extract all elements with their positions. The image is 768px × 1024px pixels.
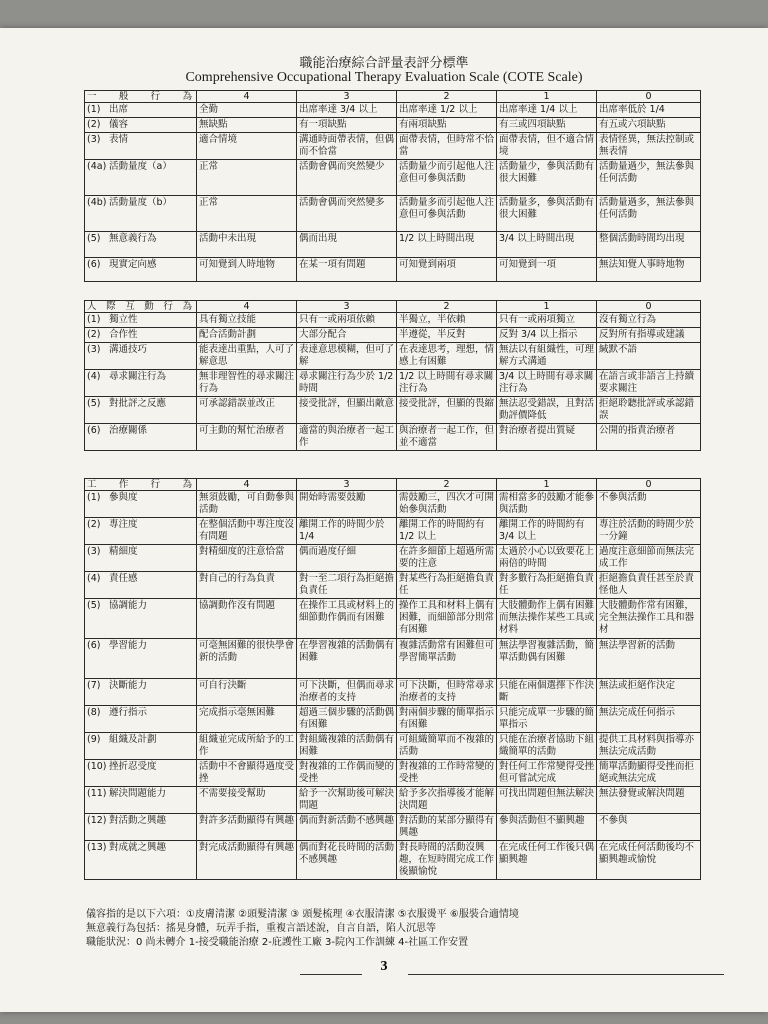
- score-header-0: 0: [597, 301, 701, 313]
- criteria-cell-score-0: 大肢體動作常有困難，完全無法操作工具和器材: [597, 599, 701, 639]
- criteria-cell-score-0: 公開的指責治療者: [597, 424, 701, 451]
- header-row: [85, 301, 701, 313]
- criteria-cell-score-2: 對兩個步驟的簡單指示有困難: [397, 706, 497, 733]
- criteria-cell-score-3: 表達意思模糊，但可了解: [297, 343, 397, 370]
- criteria-cell-score-1: 面帶表情，但不適合情境: [497, 133, 597, 160]
- criteria-cell-score-2: 對長時間的活動沒興趣，在短時間完成工作後顯愉悅: [397, 841, 497, 880]
- criteria-cell-score-2: 需鼓勵三，四次才可開始參與活動: [397, 491, 497, 518]
- criteria-cell-score-0: 整個活動時間均出現: [597, 232, 701, 258]
- criteria-cell-score-2: 操作工具和材料上偶有困難，而細節部分則常有困難: [397, 599, 497, 639]
- table-row: [85, 572, 701, 599]
- criteria-cell-score-3: 活動會偶而突然變少: [297, 160, 397, 196]
- criteria-cell-score-0: 拒絕聆聽批評或承認錯誤: [597, 397, 701, 424]
- criteria-cell-score-0: 表情怪異，無法控制或無表情: [597, 133, 701, 160]
- item-name-cell: [85, 787, 197, 814]
- criteria-cell-score-0: 無法知覺人事時地物: [597, 258, 701, 282]
- item-name-cell: [85, 733, 197, 760]
- criteria-cell-score-0: 無法學習新的活動: [597, 639, 701, 679]
- item-label: 無意義行為: [109, 233, 157, 244]
- item-number: (6): [87, 425, 101, 436]
- criteria-cell-score-2: 在表達思考，理想，情感上有困難: [397, 343, 497, 370]
- table-row: [85, 787, 701, 814]
- criteria-cell-score-3: 開始時需要鼓勵: [297, 491, 397, 518]
- item-label: 對活動之興趣: [109, 815, 167, 826]
- criteria-cell-score-4: 活動中未出現: [197, 232, 297, 258]
- criteria-cell-score-2: 活動量多而引起他人注意但可參與活動: [397, 196, 497, 232]
- criteria-cell-score-0: 不參與活動: [597, 491, 701, 518]
- item-label: 溝通技巧: [109, 344, 148, 355]
- criteria-cell-score-4: 活動中不會顯得過度受挫: [197, 760, 297, 787]
- criteria-cell-score-0: 活動量過多，無法參與任何活動: [597, 196, 701, 232]
- item-name-cell: [85, 343, 197, 370]
- criteria-cell-score-3: 有一項缺點: [297, 118, 397, 133]
- item-number: (3): [87, 134, 101, 145]
- item-name-cell: [85, 258, 197, 282]
- footnote-occupational-status: 職能狀況：0 尚未轉介 1-接受職能治療 2-庇護性工廠 3-院內工作訓練 4-社區工作安置: [86, 937, 469, 948]
- criteria-cell-score-4: 配合活動計劃: [197, 328, 297, 343]
- page-rule-left: [300, 974, 362, 975]
- criteria-cell-score-3: 對一至二項行為拒絕擔負責任: [297, 572, 397, 599]
- score-header-1: 1: [497, 479, 597, 491]
- criteria-cell-score-3: 在操作工具或材料上的細節動作偶而有困難: [297, 599, 397, 639]
- table-row: [85, 160, 701, 196]
- title-chinese: 職能治療綜合評量表評分標準: [299, 56, 469, 71]
- item-number: (2): [87, 119, 101, 130]
- criteria-cell-score-1: 可找出問題但無法解決: [497, 787, 597, 814]
- item-label: 專注度: [109, 519, 138, 530]
- criteria-cell-score-2: 離開工作的時間約有 1/2 以上: [397, 518, 497, 545]
- criteria-cell-score-4: 全勤: [197, 103, 297, 118]
- item-number: (13): [87, 842, 107, 853]
- item-label: 挫折忍受度: [109, 761, 157, 772]
- criteria-cell-score-4: 正常: [197, 196, 297, 232]
- criteria-cell-score-1: 活動量少，參與活動有很大困難: [497, 160, 597, 196]
- category-header: 工作行為: [85, 479, 197, 491]
- criteria-cell-score-1: 對治療者提出質疑: [497, 424, 597, 451]
- item-number: (6): [87, 259, 101, 270]
- item-name-cell: [85, 232, 197, 258]
- criteria-cell-score-2: 半獨立，半依賴: [397, 313, 497, 328]
- criteria-cell-score-4: 完成指示毫無困難: [197, 706, 297, 733]
- criteria-cell-score-2: 對活動的某部分顯得有興趣: [397, 814, 497, 841]
- criteria-cell-score-1: 可知覺到一項: [497, 258, 597, 282]
- criteria-cell-score-2: 有兩項缺點: [397, 118, 497, 133]
- item-number: (2): [87, 329, 101, 340]
- criteria-cell-score-0: 反對所有指導或建議: [597, 328, 701, 343]
- item-number: (1): [87, 104, 101, 115]
- item-number: (10): [87, 761, 107, 772]
- criteria-cell-score-2: 活動量少而引起他人注意但可參與活動: [397, 160, 497, 196]
- criteria-cell-score-3: 離開工作的時間少於 1/4: [297, 518, 397, 545]
- criteria-cell-score-1: 3/4 以上時間出現: [497, 232, 597, 258]
- criteria-cell-score-3: 只有一或兩項依賴: [297, 313, 397, 328]
- table-row: [85, 814, 701, 841]
- criteria-cell-score-4: 可毫無困難的很快學會新的活動: [197, 639, 297, 679]
- criteria-cell-score-3: 偶而出現: [297, 232, 397, 258]
- item-number: (4): [87, 371, 101, 382]
- table-row: [85, 599, 701, 639]
- criteria-cell-score-1: 離開工作的時間約有 3/4 以上: [497, 518, 597, 545]
- table-row: [85, 706, 701, 733]
- criteria-cell-score-2: 半遵從，半反對: [397, 328, 497, 343]
- score-header-2: 2: [397, 301, 497, 313]
- item-label: 儀容: [109, 119, 129, 130]
- interpersonal-behavior-table: [84, 300, 701, 451]
- criteria-cell-score-2: 1/2 以上時間有尋求關注行為: [397, 370, 497, 397]
- item-label: 表情: [109, 134, 129, 145]
- title-english: Comprehensive Occupational Therapy Evaluation Scale (COTE Scale): [185, 70, 583, 85]
- criteria-cell-score-0: 活動量過少，無法參與任何活動: [597, 160, 701, 196]
- criteria-cell-score-2: 在許多細節上超過所需要的注意: [397, 545, 497, 572]
- item-name-cell: [85, 370, 197, 397]
- table-row: [85, 760, 701, 787]
- item-label: 對成就之興趣: [109, 842, 167, 853]
- item-label: 出席: [109, 104, 129, 115]
- item-label: 獨立性: [109, 314, 138, 325]
- item-number: (9): [87, 734, 101, 745]
- item-number: (5): [87, 233, 101, 244]
- table-row: [85, 370, 701, 397]
- criteria-cell-score-1: 只能在治療者協助下組織簡單的活動: [497, 733, 597, 760]
- criteria-cell-score-1: 需相當多的鼓勵才能參與活動: [497, 491, 597, 518]
- score-header-2: 2: [397, 91, 497, 103]
- item-number: (11): [87, 788, 107, 799]
- table-row: [85, 103, 701, 118]
- item-label: 合作性: [109, 329, 138, 340]
- table-row: [85, 491, 701, 518]
- criteria-cell-score-3: 溝通時面帶表情，但偶而不恰當: [297, 133, 397, 160]
- criteria-cell-score-4: 無缺點: [197, 118, 297, 133]
- item-name-cell: [85, 599, 197, 639]
- item-name-cell: [85, 328, 197, 343]
- criteria-cell-score-3: 可下決斷，但偶而尋求治療者的支持: [297, 679, 397, 706]
- criteria-cell-score-0: 沒有獨立行為: [597, 313, 701, 328]
- item-name-cell: [85, 572, 197, 599]
- footnote-nonproductive-behavior: 無意義行為包括：搖晃身體，玩弄手指，重複言語述說，自言自語，陷人沉思等: [86, 923, 436, 934]
- item-number: (2): [87, 519, 101, 530]
- criteria-cell-score-2: 可知覺到兩項: [397, 258, 497, 282]
- criteria-cell-score-1: 對多數行為拒絕擔負責任: [497, 572, 597, 599]
- criteria-cell-score-2: 對某些行為拒絕擔負責任: [397, 572, 497, 599]
- item-name-cell: [85, 397, 197, 424]
- table-row: [85, 841, 701, 880]
- criteria-cell-score-0: 緘默不語: [597, 343, 701, 370]
- score-header-4: 4: [197, 479, 297, 491]
- criteria-cell-score-4: 無非理智性的尋求關注行為: [197, 370, 297, 397]
- criteria-cell-score-4: 對完成活動顯得有興趣: [197, 841, 297, 880]
- criteria-cell-score-0: 提供工具材料與指導亦無法完成活動: [597, 733, 701, 760]
- item-number: (8): [87, 707, 101, 718]
- criteria-cell-score-1: 在完成任何工作後只偶顯興趣: [497, 841, 597, 880]
- header-row: [85, 91, 701, 103]
- criteria-cell-score-1: 對任何工作常變得受挫但可嘗試完成: [497, 760, 597, 787]
- item-name-cell: [85, 518, 197, 545]
- task-behavior-table: [84, 478, 701, 880]
- criteria-cell-score-3: 給予一次幫助後可解決問題: [297, 787, 397, 814]
- score-header-0: 0: [597, 479, 701, 491]
- criteria-cell-score-4: 在整個活動中專注度沒有問題: [197, 518, 297, 545]
- item-number: (4b): [87, 197, 107, 208]
- item-name-cell: [85, 424, 197, 451]
- criteria-cell-score-4: 可承認錯誤並改正: [197, 397, 297, 424]
- criteria-cell-score-3: 尋求關注行為少於 1/2 時間: [297, 370, 397, 397]
- criteria-cell-score-0: 無法或拒絕作決定: [597, 679, 701, 706]
- criteria-cell-score-2: 面帶表情，但時常不恰當: [397, 133, 497, 160]
- item-name-cell: [85, 491, 197, 518]
- criteria-cell-score-1: 無法以有組織性，可理解方式溝通: [497, 343, 597, 370]
- item-number: (1): [87, 492, 101, 503]
- criteria-cell-score-0: 簡單活動顯得受挫而拒絕或無法完成: [597, 760, 701, 787]
- item-name-cell: [85, 313, 197, 328]
- item-number: (6): [87, 640, 101, 651]
- criteria-cell-score-0: 出席率低於 1/4: [597, 103, 701, 118]
- item-number: (5): [87, 398, 101, 409]
- criteria-cell-score-3: 對複雜的工作偶而變的受挫: [297, 760, 397, 787]
- score-header-4: 4: [197, 301, 297, 313]
- criteria-cell-score-3: 偶而對花長時間的活動不感興趣: [297, 841, 397, 880]
- category-header: 一般行為: [85, 91, 197, 103]
- criteria-cell-score-4: 可主動的幫忙治療者: [197, 424, 297, 451]
- category-header: 人際互動行為: [85, 301, 197, 313]
- criteria-cell-score-4: 正常: [197, 160, 297, 196]
- criteria-cell-score-4: 具有獨立技能: [197, 313, 297, 328]
- criteria-cell-score-3: 超過三個步驟的活動偶有困難: [297, 706, 397, 733]
- item-name-cell: [85, 118, 197, 133]
- criteria-cell-score-0: 在完成任何活動後均不顯興趣或愉悅: [597, 841, 701, 880]
- page-rule-right: [408, 974, 724, 975]
- criteria-cell-score-4: 協調動作沒有問題: [197, 599, 297, 639]
- criteria-cell-score-2: 出席率達 1/2 以上: [397, 103, 497, 118]
- item-label: 現實定向感: [109, 259, 157, 270]
- criteria-cell-score-3: 適當的與治療者一起工作: [297, 424, 397, 451]
- table-row: [85, 518, 701, 545]
- item-name-cell: [85, 841, 197, 880]
- criteria-cell-score-0: 無法完成任何指示: [597, 706, 701, 733]
- criteria-cell-score-2: 對複雜的工作時常變的受挫: [397, 760, 497, 787]
- table-row: [85, 424, 701, 451]
- item-name-cell: [85, 103, 197, 118]
- criteria-cell-score-4: 無須鼓勵，可自動參與活動: [197, 491, 297, 518]
- criteria-cell-score-1: 參與活動但不顯興趣: [497, 814, 597, 841]
- item-label: 尋求關注行為: [109, 371, 167, 382]
- footnote-grooming: 儀容指的是以下六項：①皮膚清潔 ②頭髮清潔 ③ 頭髮梳理 ④衣服清潔 ⑤衣服燙平 ⑥服裝合適情境: [86, 909, 519, 920]
- table-row: [85, 397, 701, 424]
- criteria-cell-score-4: 適合情境: [197, 133, 297, 160]
- page-number: 3: [380, 959, 388, 974]
- item-name-cell: [85, 133, 197, 160]
- criteria-cell-score-3: 在學習複雜的活動偶有困難: [297, 639, 397, 679]
- table-row: [85, 232, 701, 258]
- item-number: (7): [87, 680, 101, 691]
- criteria-cell-score-4: 對精細度的注意恰當: [197, 545, 297, 572]
- criteria-cell-score-0: 過度注意細節而無法完成工作: [597, 545, 701, 572]
- criteria-cell-score-1: 3/4 以上時間有尋求關注行為: [497, 370, 597, 397]
- item-name-cell: [85, 545, 197, 572]
- item-name-cell: [85, 196, 197, 232]
- item-label: 協調能力: [109, 600, 148, 611]
- table-row: [85, 639, 701, 679]
- criteria-cell-score-3: 偶而過度仔細: [297, 545, 397, 572]
- item-number: (5): [87, 600, 101, 611]
- item-label: 決斷能力: [109, 680, 148, 691]
- item-name-cell: [85, 706, 197, 733]
- item-label: 組織及計劃: [109, 734, 157, 745]
- criteria-cell-score-2: 與治療者一起工作，但並不適當: [397, 424, 497, 451]
- criteria-cell-score-0: 在語言或非語言上持續要求關注: [597, 370, 701, 397]
- item-number: (1): [87, 314, 101, 325]
- item-label: 精細度: [109, 546, 138, 557]
- criteria-cell-score-1: 無法忍受錯誤，且對活動評價降低: [497, 397, 597, 424]
- score-header-3: 3: [297, 301, 397, 313]
- table-row: [85, 258, 701, 282]
- criteria-cell-score-3: 對組織複雜的活動偶有困難: [297, 733, 397, 760]
- criteria-cell-score-3: 大部分配合: [297, 328, 397, 343]
- item-label: 責任感: [109, 573, 138, 584]
- criteria-cell-score-4: 可自行決斷: [197, 679, 297, 706]
- score-header-0: 0: [597, 91, 701, 103]
- item-label: 活動量度（a）: [109, 161, 172, 172]
- criteria-cell-score-0: 無法發覺或解決問題: [597, 787, 701, 814]
- criteria-cell-score-0: 不參與: [597, 814, 701, 841]
- table-row: [85, 118, 701, 133]
- footer-notes: [86, 908, 726, 950]
- document-page: [0, 28, 768, 1012]
- criteria-cell-score-1: 只能在兩個選擇下作決斷: [497, 679, 597, 706]
- item-name-cell: [85, 760, 197, 787]
- item-label: 參與度: [109, 492, 138, 503]
- item-name-cell: [85, 160, 197, 196]
- criteria-cell-score-3: 在某一項有問題: [297, 258, 397, 282]
- criteria-cell-score-0: 拒絕擔負責任甚至於責怪他人: [597, 572, 701, 599]
- criteria-cell-score-3: 活動會偶而突然變多: [297, 196, 397, 232]
- item-label: 遵行指示: [109, 707, 148, 718]
- score-header-4: 4: [197, 91, 297, 103]
- criteria-cell-score-3: 接受批評，但顯出敵意: [297, 397, 397, 424]
- criteria-cell-score-2: 可組織簡單而不複雜的活動: [397, 733, 497, 760]
- criteria-cell-score-4: 組織並完成所給予的工作: [197, 733, 297, 760]
- header-row: [85, 479, 701, 491]
- criteria-cell-score-4: 可知覺到人時地物: [197, 258, 297, 282]
- table-row: [85, 328, 701, 343]
- criteria-cell-score-1: 出席率達 1/4 以上: [497, 103, 597, 118]
- item-number: (3): [87, 546, 101, 557]
- table-row: [85, 133, 701, 160]
- item-name-cell: [85, 639, 197, 679]
- criteria-cell-score-4: 能表達出重點，人可了解意思: [197, 343, 297, 370]
- table-row: [85, 313, 701, 328]
- item-label: 學習能力: [109, 640, 148, 651]
- table-row: [85, 733, 701, 760]
- item-number: (3): [87, 344, 101, 355]
- item-name-cell: [85, 679, 197, 706]
- criteria-cell-score-2: 複雜活動常有困難但可學習簡單活動: [397, 639, 497, 679]
- score-header-1: 1: [497, 301, 597, 313]
- table-row: [85, 343, 701, 370]
- item-label: 解決問題能力: [109, 788, 167, 799]
- score-header-1: 1: [497, 91, 597, 103]
- criteria-cell-score-1: 大肢體動作上偶有困難而無法操作某些工具或材料: [497, 599, 597, 639]
- table-row: [85, 679, 701, 706]
- item-number: (4): [87, 573, 101, 584]
- item-number: (12): [87, 815, 107, 826]
- criteria-cell-score-3: 出席率達 3/4 以上: [297, 103, 397, 118]
- criteria-cell-score-4: 對許多活動顯得有興趣: [197, 814, 297, 841]
- criteria-cell-score-2: 接受批評，但顯的畏縮: [397, 397, 497, 424]
- item-label: 治療關係: [109, 425, 148, 436]
- item-number: (4a): [87, 161, 107, 172]
- criteria-cell-score-2: 可下決斷，但時常尋求治療者的支持: [397, 679, 497, 706]
- criteria-cell-score-1: 只能完成單一步驟的簡單指示: [497, 706, 597, 733]
- general-behavior-table: [84, 90, 701, 282]
- criteria-cell-score-4: 不需要接受幫助: [197, 787, 297, 814]
- criteria-cell-score-2: 1/2 以上時間出現: [397, 232, 497, 258]
- criteria-cell-score-1: 太過於小心以致要花上兩倍的時間: [497, 545, 597, 572]
- criteria-cell-score-3: 偶而對新活動不感興趣: [297, 814, 397, 841]
- criteria-cell-score-1: 有三或四項缺點: [497, 118, 597, 133]
- criteria-cell-score-0: 有五或六項缺點: [597, 118, 701, 133]
- criteria-cell-score-0: 專注於活動的時間少於一分鐘: [597, 518, 701, 545]
- score-header-2: 2: [397, 479, 497, 491]
- criteria-cell-score-4: 對自己的行為負責: [197, 572, 297, 599]
- criteria-cell-score-1: 活動量多，參與活動有很大困難: [497, 196, 597, 232]
- item-label: 對批評之反應: [109, 398, 167, 409]
- table-row: [85, 196, 701, 232]
- item-name-cell: [85, 814, 197, 841]
- criteria-cell-score-1: 反對 3/4 以上指示: [497, 328, 597, 343]
- criteria-cell-score-1: 只有一或兩項獨立: [497, 313, 597, 328]
- criteria-cell-score-1: 無法學習複雜活動，簡單活動偶有困難: [497, 639, 597, 679]
- item-label: 活動量度（b）: [109, 197, 173, 208]
- criteria-cell-score-2: 給予多次指導後才能解決問題: [397, 787, 497, 814]
- table-row: [85, 545, 701, 572]
- score-header-3: 3: [297, 91, 397, 103]
- score-header-3: 3: [297, 479, 397, 491]
